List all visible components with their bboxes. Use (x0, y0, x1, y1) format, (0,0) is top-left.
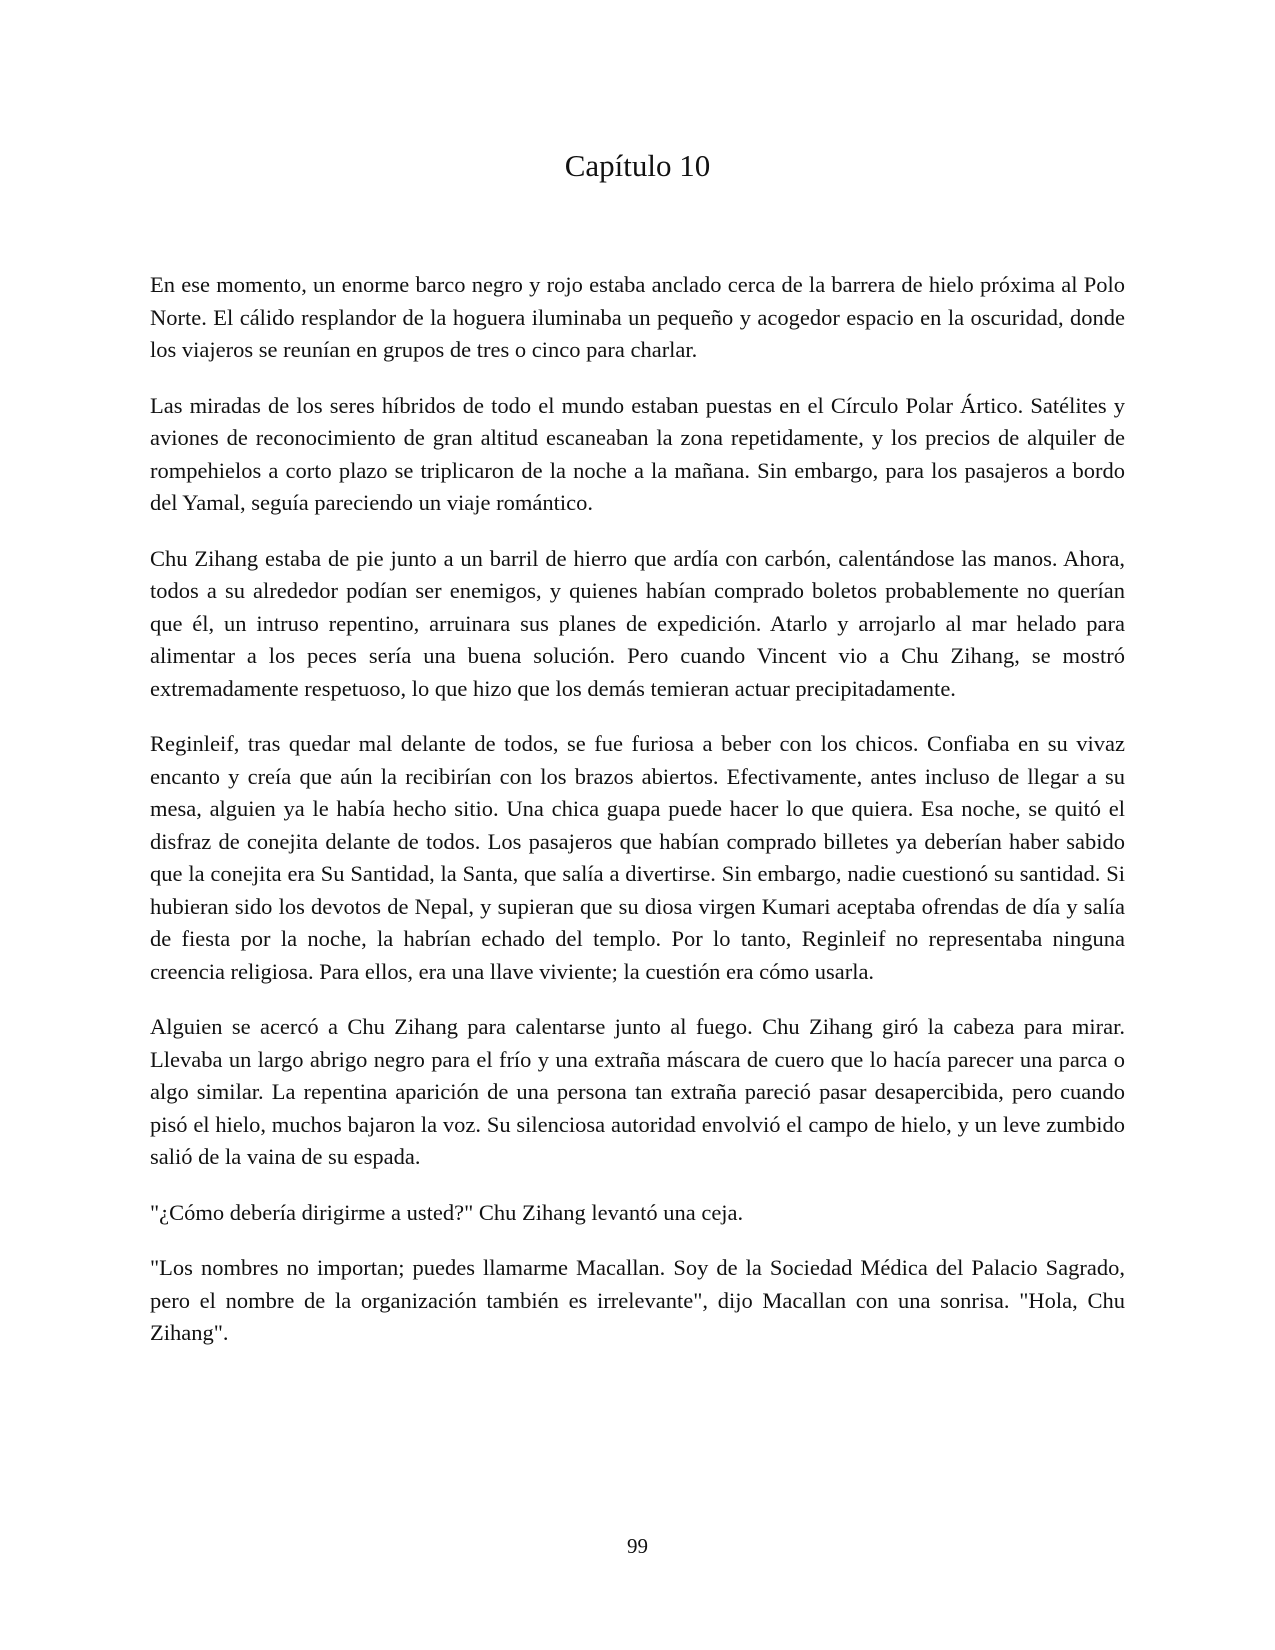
paragraph: Alguien se acercó a Chu Zihang para calentarse junto al fuego. Chu Zihang giró la cabeza para mirar. Llevaba un largo abrigo negro para el frío y una extraña máscara de cuero que lo hacía parecer una parca o algo similar. La repentina aparición de una persona tan extraña pareció pasar desapercibida, pero cuando pisó el hielo, muchos bajaron la voz. Su silenciosa autoridad envolvió el campo de hielo, y un leve zumbido salió de la vaina de su espada. (150, 1014, 1125, 1169)
chapter-body (150, 269, 1125, 1373)
paragraph: "Los nombres no importan; puedes llamarme Macallan. Soy de la Sociedad Médica del Palacio Sagrado, pero el nombre de la organización también es irrelevante", dijo Macallan con una sonrisa. "Hola, Chu Zihang". (150, 1255, 1125, 1345)
paragraph: En ese momento, un enorme barco negro y rojo estaba anclado cerca de la barrera de hielo próxima al Polo Norte. El cálido resplandor de la hoguera iluminaba un pequeño y acogedor espacio en la oscuridad, donde los viajeros se reunían en grupos de tres o cinco para charlar. (150, 272, 1125, 362)
page-number: 99 (627, 1534, 648, 1558)
chapter-title: Capítulo 10 (564, 148, 711, 183)
paragraph: "¿Cómo debería dirigirme a usted?" Chu Zihang levantó una ceja. (150, 1199, 744, 1225)
paragraph: Reginleif, tras quedar mal delante de todos, se fue furiosa a beber con los chicos. Confiaba en su vivaz encanto y creía que aún la recibirían con los brazos abiertos. Efectivamente, antes incluso de llegar a su mesa, alguien ya le había hecho sitio. Una chica guapa puede hacer lo que quiera. Esa noche, se quitó el disfraz de conejita delante de todos. Los pasajeros que habían comprado billetes ya deberían haber sabido que la conejita era Su Santidad, la Santa, que salía a divertirse. Sin embargo, nadie cuestionó su santidad. Si hubieran sido los devotos de Nepal, y supieran que su diosa virgen Kumari aceptaba ofrendas de día y salía de fiesta por la noche, la habrían echado del templo. Por lo tanto, Reginleif no representaba ninguna creencia religiosa. Para ellos, era una llave viviente; la cuestión era cómo usarla. (150, 731, 1125, 984)
paragraph: Las miradas de los seres híbridos de todo el mundo estaban puestas en el Círculo Polar Ártico. Satélites y aviones de reconocimiento de gran altitud escaneaban la zona repetidamente, y los precios de alquiler de rompehielos a corto plazo se triplicaron de la noche a la mañana. Sin embargo, para los pasajeros a bordo del Yamal, seguía pareciendo un viaje romántico. (150, 392, 1125, 515)
paragraph: Chu Zihang estaba de pie junto a un barril de hierro que ardía con carbón, calentándose las manos. Ahora, todos a su alrededor podían ser enemigos, y quienes habían comprado boletos probablemente no querían que él, un intruso repentino, arruinara sus planes de expedición. Atarlo y arrojarlo al mar helado para alimentar a los peces sería una buena solución. Pero cuando Vincent vio a Chu Zihang, se mostró extremadamente respetuoso, lo que hizo que los demás temieran actuar precipitadamente. (150, 545, 1125, 701)
